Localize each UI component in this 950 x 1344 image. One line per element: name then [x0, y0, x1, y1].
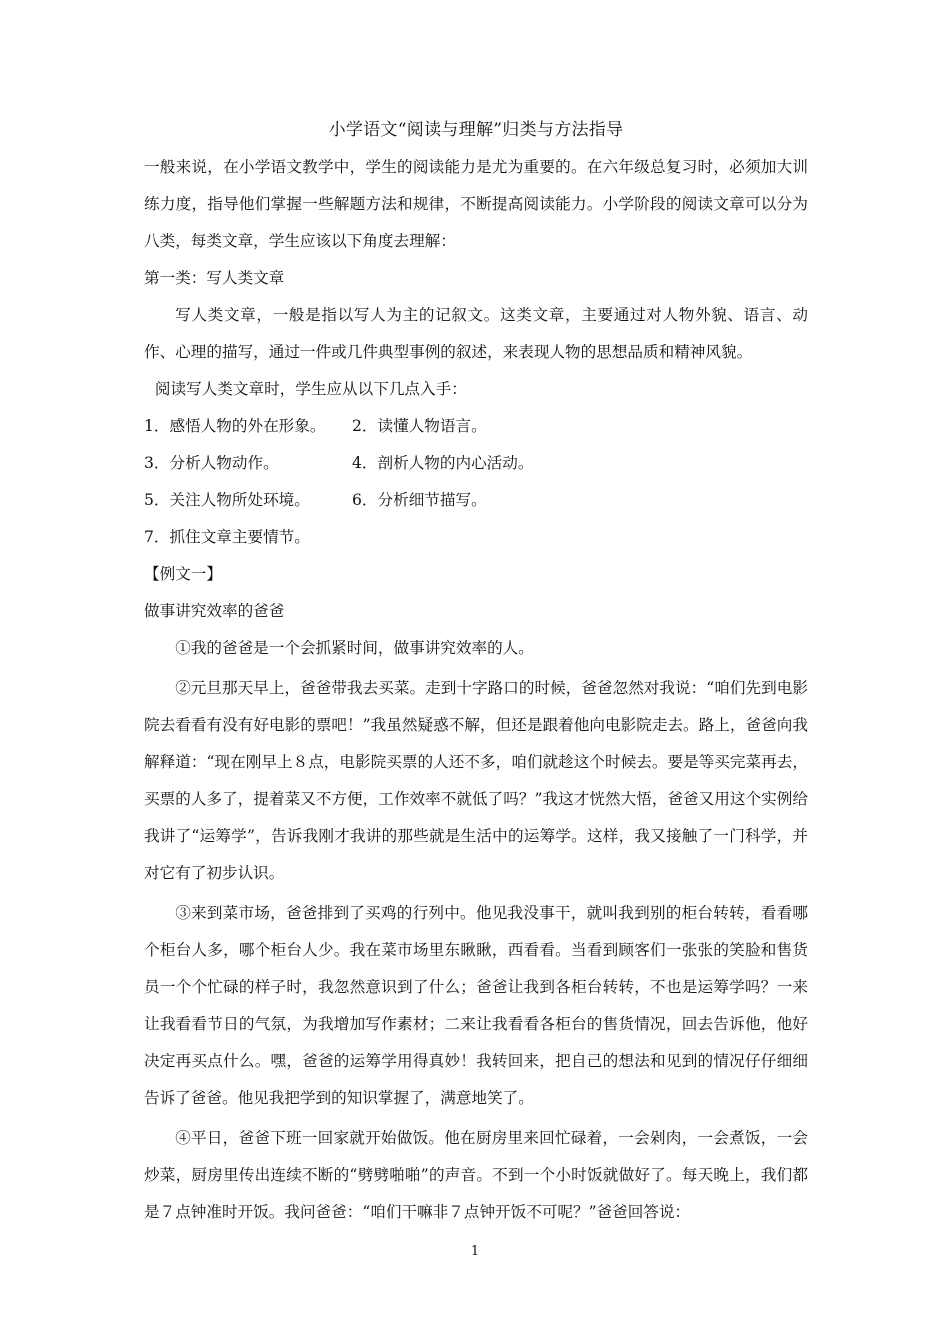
article-title: 做事讲究效率的爸爸 [144, 602, 285, 620]
point-1: 1．感悟人物的外在形象。 [144, 417, 326, 435]
article-paragraph-2: ②元旦那天早上，爸爸带我去买菜。走到十字路口的时候，爸爸忽然对我说：“咱们先到电影院去看看有没有好电影的票吧！”我虽然疑惑不解，但还是跟着他向电影院走去。路上，爸爸向我解释道：“现在刚早上８点，电影院买票的人还不多，咱们就趁这个时候去。要是等买完菜再去，买票的人多了，提着菜又不方便，工作效率不就低了吗？”我这才恍然大悟，爸爸又用这个实例给我讲了“运筹学”，告诉我刚才我讲的那些就是生活中的运筹学。这样，我又接触了一门科学，并对它有了初步认识。 [144, 679, 808, 882]
points-row-1 [144, 408, 808, 445]
page-number: 1 [470, 1244, 480, 1259]
point-2: 2．读懂人物语言。 [352, 417, 487, 435]
section-lead: 阅读写人类文章时，学生应从以下几点入手： [154, 380, 467, 398]
article-paragraph-3: ③来到菜市场，爸爸排到了买鸡的行列中。他见我没事干，就叫我到别的柜台转转，看看哪个柜台人多，哪个柜台人少。我在菜市场里东瞅瞅，西看看。当看到顾客们一张张的笑脸和售货员一个个忙碌的样子时，我忽然意识到了什么；爸爸让我到各柜台转转，不也是运筹学吗？一来让我看看节日的气氛，为我增加写作素材；二来让我看看各柜台的售货情况，回去告诉他，他好决定再买点什么。嘿，爸爸的运筹学用得真妙！我转回来，把自己的想法和见到的情况仔仔细细告诉了爸爸。他见我把学到的知识掌握了，满意地笑了。 [144, 904, 808, 1107]
point-4: 4．剖析人物的内心活动。 [352, 454, 534, 472]
points-row-2 [144, 445, 808, 482]
point-5: 5．关注人物所处环境。 [144, 491, 310, 509]
point-6: 6．分析细节描写。 [352, 491, 487, 509]
point-3: 3．分析人物动作。 [144, 454, 279, 472]
article-paragraph-4: ④平日，爸爸下班一回家就开始做饭。他在厨房里来回忙碌着，一会剁肉，一会煮饭，一会炒菜，厨房里传出连续不断的“劈劈啪啪”的声音。不到一个小时饭就做好了。每天晚上，我们都是７点钟准时开饭。我问爸爸：“咱们干嘛非７点钟开饭不可呢？”爸爸回答说： [144, 1129, 808, 1221]
section-description: 写人类文章，一般是指以写人为主的记叙文。这类文章，主要通过对人物外貌、语言、动作、心理的描写，通过一件或几件典型事例的叙述，来表现人物的思想品质和精神风貌。 [144, 306, 808, 361]
points-row-3 [144, 482, 808, 519]
document-title: 小学语文“阅读与理解”归类与方法指导 [328, 120, 624, 140]
points-row-4 [144, 519, 808, 556]
point-7: 7．抓住文章主要情节。 [144, 528, 310, 546]
section-heading: 第一类：写人类文章 [144, 269, 285, 287]
intro-paragraph: 一般来说，在小学语文教学中，学生的阅读能力是尤为重要的。在六年级总复习时，必须加大训练力度，指导他们掌握一些解题方法和规律，不断提高阅读能力。小学阶段的阅读文章可以分为八类，每类文章，学生应该以下角度去理解： [144, 158, 808, 250]
article-paragraph-1: ①我的爸爸是一个会抓紧时间，做事讲究效率的人。 [175, 639, 534, 657]
page-content [144, 112, 808, 1231]
example-label: 【例文一】 [144, 565, 222, 583]
